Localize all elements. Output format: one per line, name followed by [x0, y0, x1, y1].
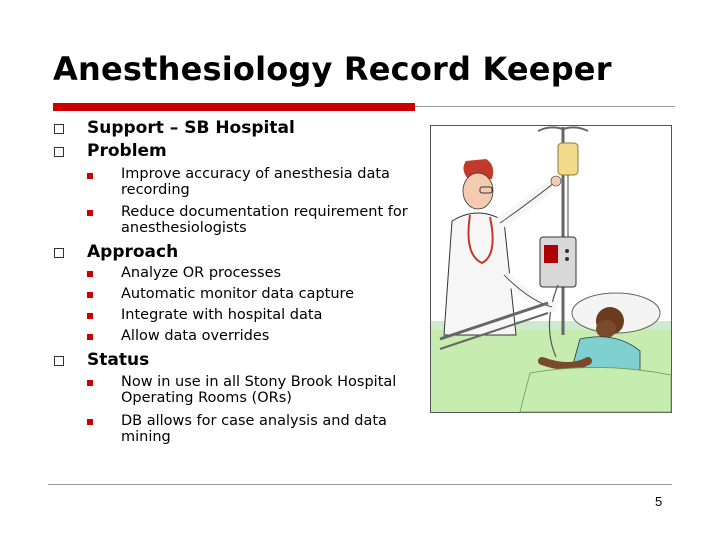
- approach-item: Allow data overrides: [121, 328, 270, 344]
- status-item: Now in use in all Stony Brook Hospital Operating Rooms (ORs): [121, 374, 397, 406]
- bullet-approach: Approach: [87, 242, 179, 262]
- bullet-square-icon: [54, 147, 64, 157]
- sub-bullet-icon: [87, 419, 93, 425]
- sub-bullet-icon: [87, 210, 93, 216]
- approach-item: Automatic monitor data capture: [121, 286, 355, 302]
- bullet-problem: Problem: [87, 141, 167, 161]
- approach-item: Analyze OR processes: [121, 265, 282, 281]
- problem-item: Reduce documentation requirement for anesthesiologists: [121, 204, 408, 236]
- bullet-support: Support – SB Hospital: [87, 118, 295, 138]
- bullet-square-icon: [54, 356, 64, 366]
- title-underline-gray: [415, 106, 675, 107]
- page-number: 5: [655, 494, 663, 509]
- nurse-patient-illustration: [430, 125, 672, 413]
- slide-title: Anesthesiology Record Keeper: [53, 50, 612, 88]
- sub-bullet-icon: [87, 380, 93, 386]
- approach-item: Integrate with hospital data: [121, 307, 323, 323]
- sub-bullet-icon: [87, 173, 93, 179]
- title-underline-red: [53, 103, 415, 111]
- sub-bullet-icon: [87, 271, 93, 277]
- bullet-status: Status: [87, 350, 150, 370]
- problem-item: Improve accuracy of anesthesia data recording: [121, 166, 390, 198]
- status-item: DB allows for case analysis and data mining: [121, 413, 387, 445]
- bullet-square-icon: [54, 248, 64, 258]
- sub-bullet-icon: [87, 334, 93, 340]
- sub-bullet-icon: [87, 313, 93, 319]
- footer-rule: [48, 484, 672, 485]
- sub-bullet-icon: [87, 292, 93, 298]
- bullet-square-icon: [54, 124, 64, 134]
